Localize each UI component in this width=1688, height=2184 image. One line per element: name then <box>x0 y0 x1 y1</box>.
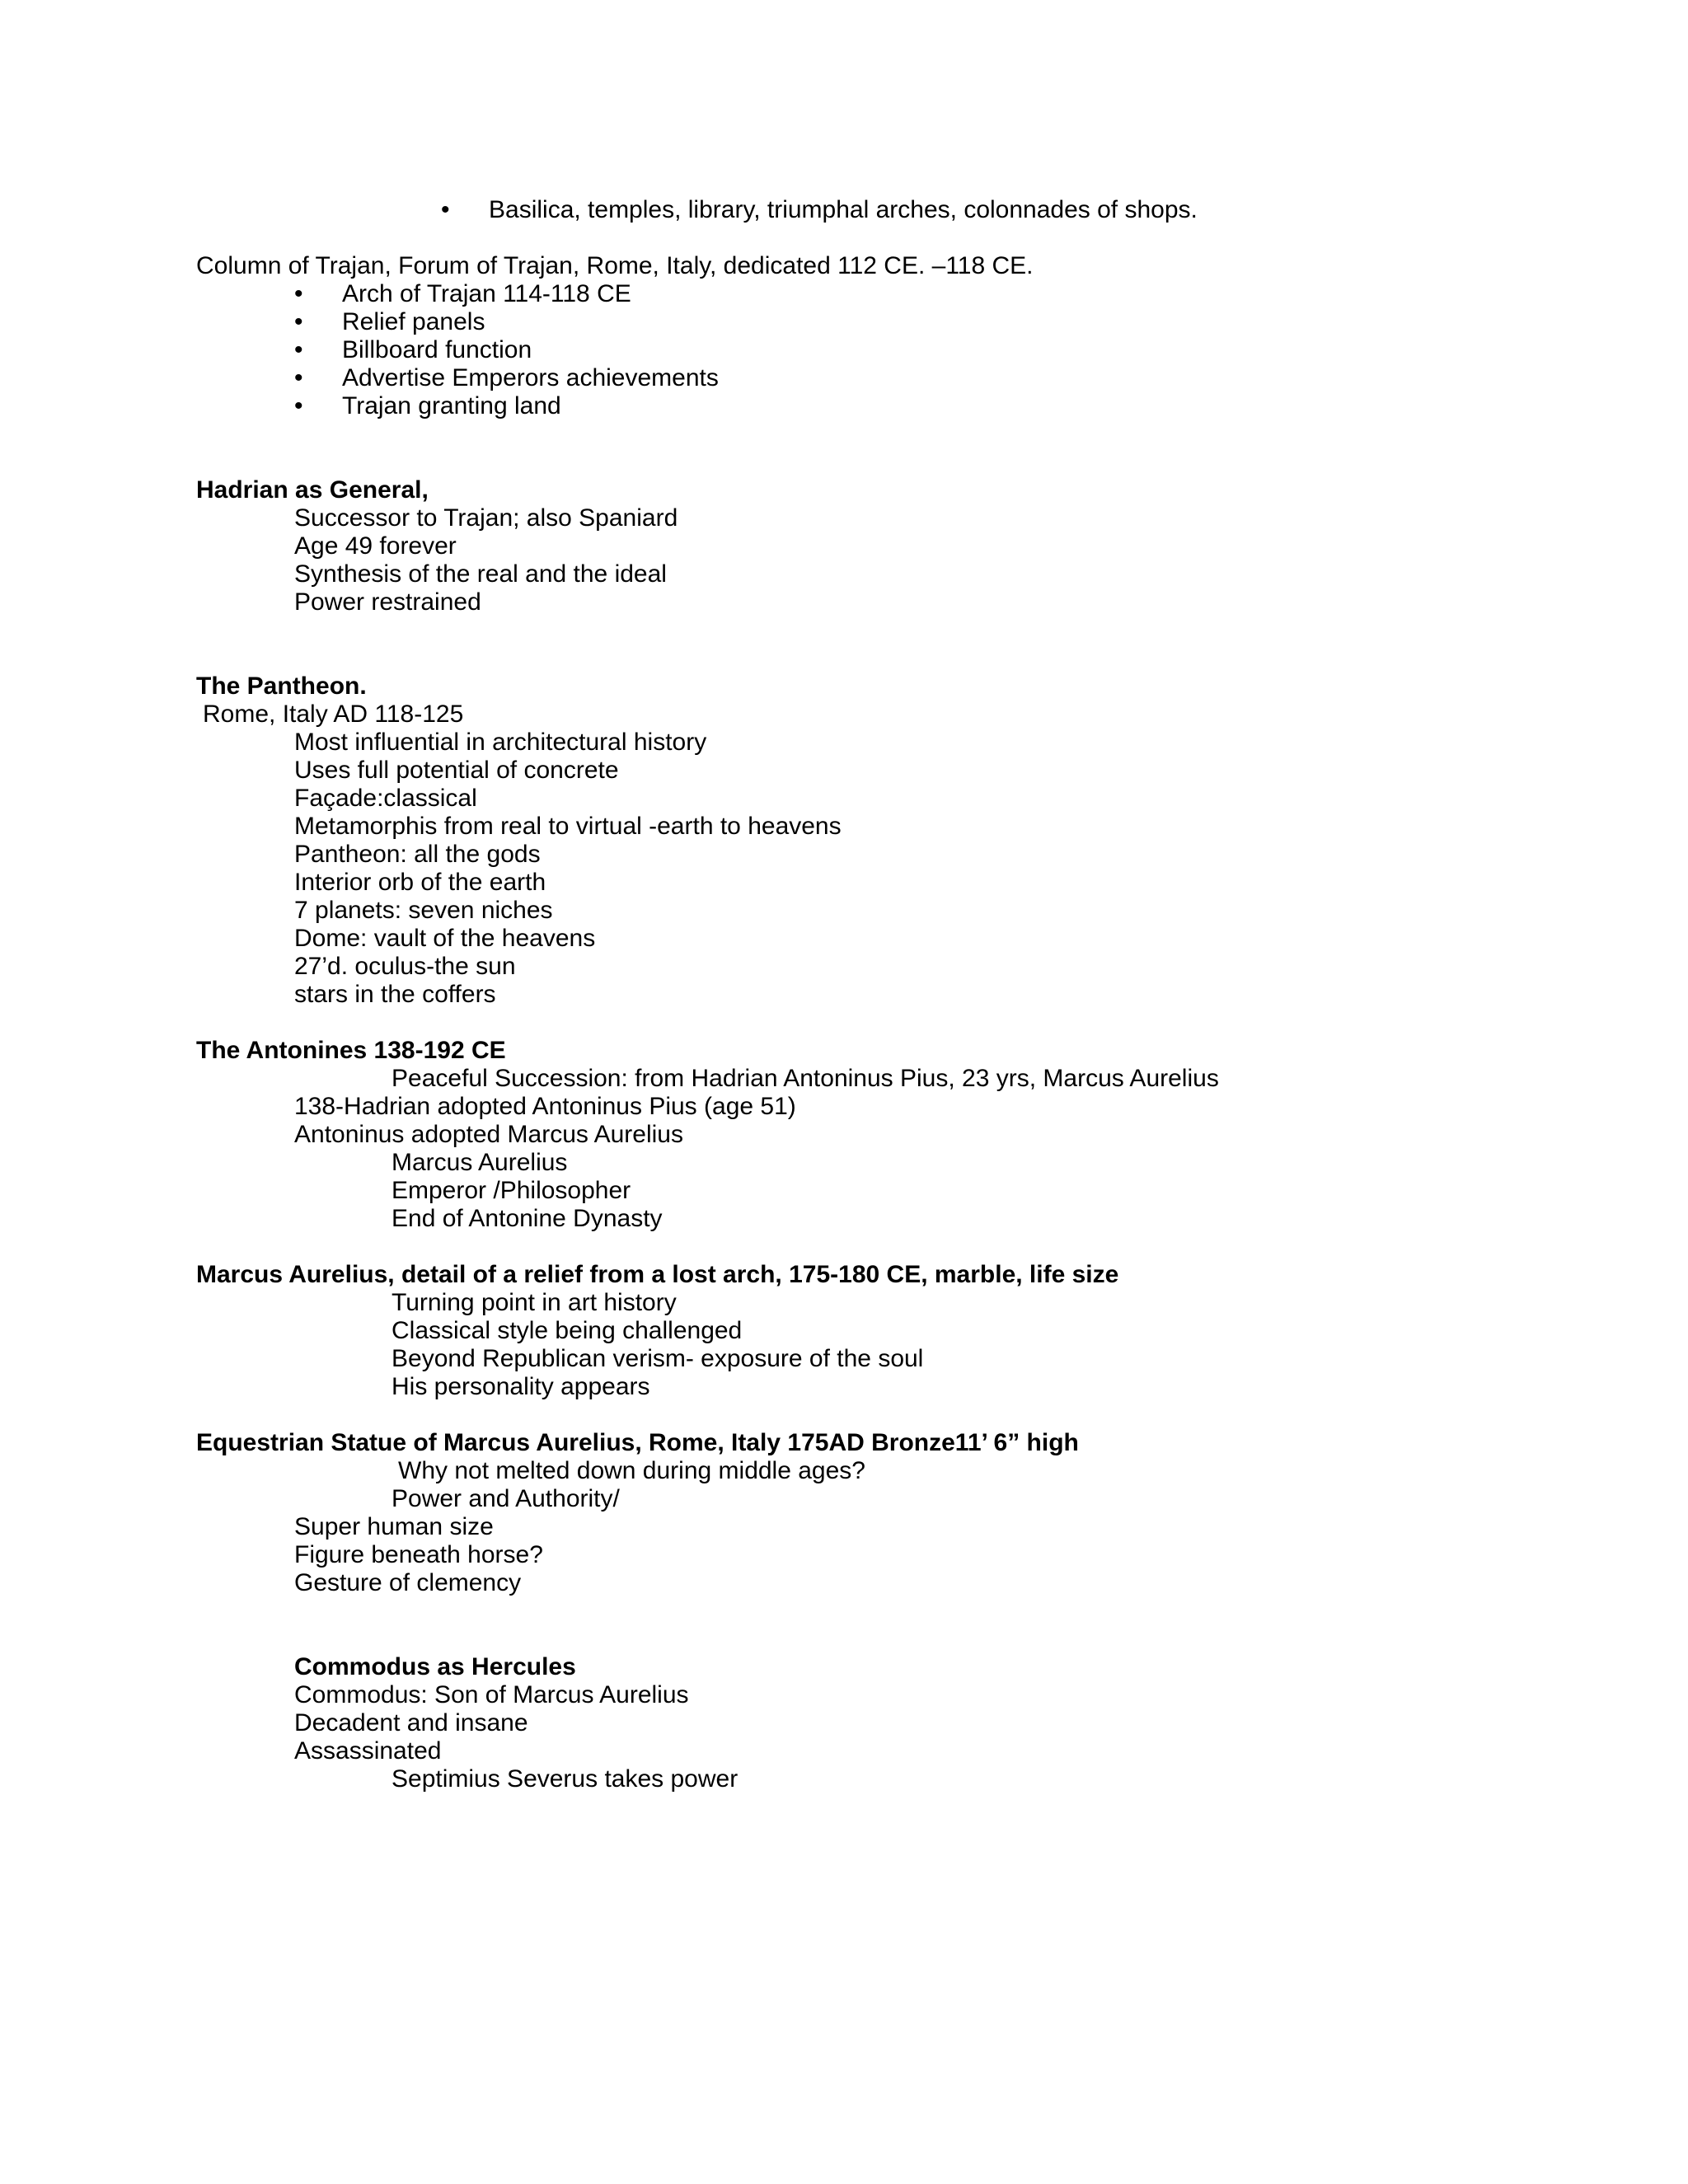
trajan-heading: Column of Trajan, Forum of Trajan, Rome, Italy, dedicated 112 CE. –118 CE. <box>196 252 1034 279</box>
pantheon-line: Most influential in architectural history <box>294 729 707 756</box>
pantheon-line: Metamorphis from real to virtual -earth to heavens <box>294 813 842 840</box>
marcus-relief-line: Classical style being challenged <box>392 1317 743 1344</box>
bullet-marker: • <box>294 280 303 307</box>
trajan-bullet: Trajan granting land <box>342 392 561 419</box>
equestrian-line: Power and Authority/ <box>392 1485 620 1512</box>
bullet-marker: • <box>441 196 450 223</box>
marcus-relief-line: Turning point in art history <box>392 1289 677 1316</box>
pantheon-line: 27’d. oculus-the sun <box>294 953 516 980</box>
bullet-marker: • <box>294 392 303 419</box>
intro-bullet-text: Basilica, temples, library, triumphal arches, colonnades of shops. <box>489 196 1198 223</box>
hadrian-line: Age 49 forever <box>294 532 457 560</box>
antonines-line: Peaceful Succession: from Hadrian Antoninus Pius, 23 yrs, Marcus Aurelius <box>392 1065 1219 1092</box>
pantheon-line: Dome: vault of the heavens <box>294 925 596 952</box>
marcus-relief-line: His personality appears <box>392 1373 650 1400</box>
antonines-heading: The Antonines 138-192 CE <box>196 1037 506 1064</box>
pantheon-line: Pantheon: all the gods <box>294 841 541 868</box>
trajan-bullet: Relief panels <box>342 308 485 335</box>
equestrian-heading: Equestrian Statue of Marcus Aurelius, Rome, Italy 175AD Bronze11’ 6” high <box>196 1429 1079 1456</box>
pantheon-subheading: Rome, Italy AD 118-125 <box>203 701 464 728</box>
hadrian-line: Synthesis of the real and the ideal <box>294 560 667 588</box>
pantheon-line: Façade:classical <box>294 785 477 812</box>
commodus-line: Commodus: Son of Marcus Aurelius <box>294 1681 689 1708</box>
equestrian-line: Gesture of clemency <box>294 1569 522 1596</box>
trajan-bullet: Billboard function <box>342 336 532 363</box>
antonines-line: Emperor /Philosopher <box>392 1177 631 1204</box>
antonines-line: End of Antonine Dynasty <box>392 1205 663 1232</box>
equestrian-line: Figure beneath horse? <box>294 1541 543 1568</box>
trajan-bullet: Arch of Trajan 114-118 CE <box>342 280 631 307</box>
commodus-line: Decadent and insane <box>294 1709 528 1736</box>
pantheon-line: Uses full potential of concrete <box>294 757 619 784</box>
hadrian-heading: Hadrian as General, <box>196 476 429 504</box>
hadrian-line: Power restrained <box>294 588 481 616</box>
antonines-line: 138-Hadrian adopted Antoninus Pius (age 51) <box>294 1093 796 1120</box>
antonines-line: Antoninus adopted Marcus Aurelius <box>294 1121 683 1148</box>
pantheon-line: Interior orb of the earth <box>294 869 546 896</box>
equestrian-line: Super human size <box>294 1513 494 1540</box>
bullet-marker: • <box>294 308 303 335</box>
hadrian-line: Successor to Trajan; also Spaniard <box>294 504 678 532</box>
bullet-marker: • <box>294 364 303 391</box>
commodus-heading: Commodus as Hercules <box>294 1653 576 1680</box>
pantheon-heading: The Pantheon. <box>196 673 367 700</box>
pantheon-line: stars in the coffers <box>294 981 496 1008</box>
antonines-line: Marcus Aurelius <box>392 1149 568 1176</box>
marcus-relief-heading: Marcus Aurelius, detail of a relief from a lost arch, 175-180 CE, marble, life size <box>196 1261 1119 1288</box>
marcus-relief-line: Beyond Republican verism- exposure of the soul <box>392 1345 924 1372</box>
trajan-bullet: Advertise Emperors achievements <box>342 364 719 391</box>
bullet-marker: • <box>294 336 303 363</box>
equestrian-line: Why not melted down during middle ages? <box>398 1457 865 1484</box>
pantheon-line: 7 planets: seven niches <box>294 897 553 924</box>
commodus-line: Septimius Severus takes power <box>392 1765 738 1793</box>
commodus-line: Assassinated <box>294 1737 442 1765</box>
